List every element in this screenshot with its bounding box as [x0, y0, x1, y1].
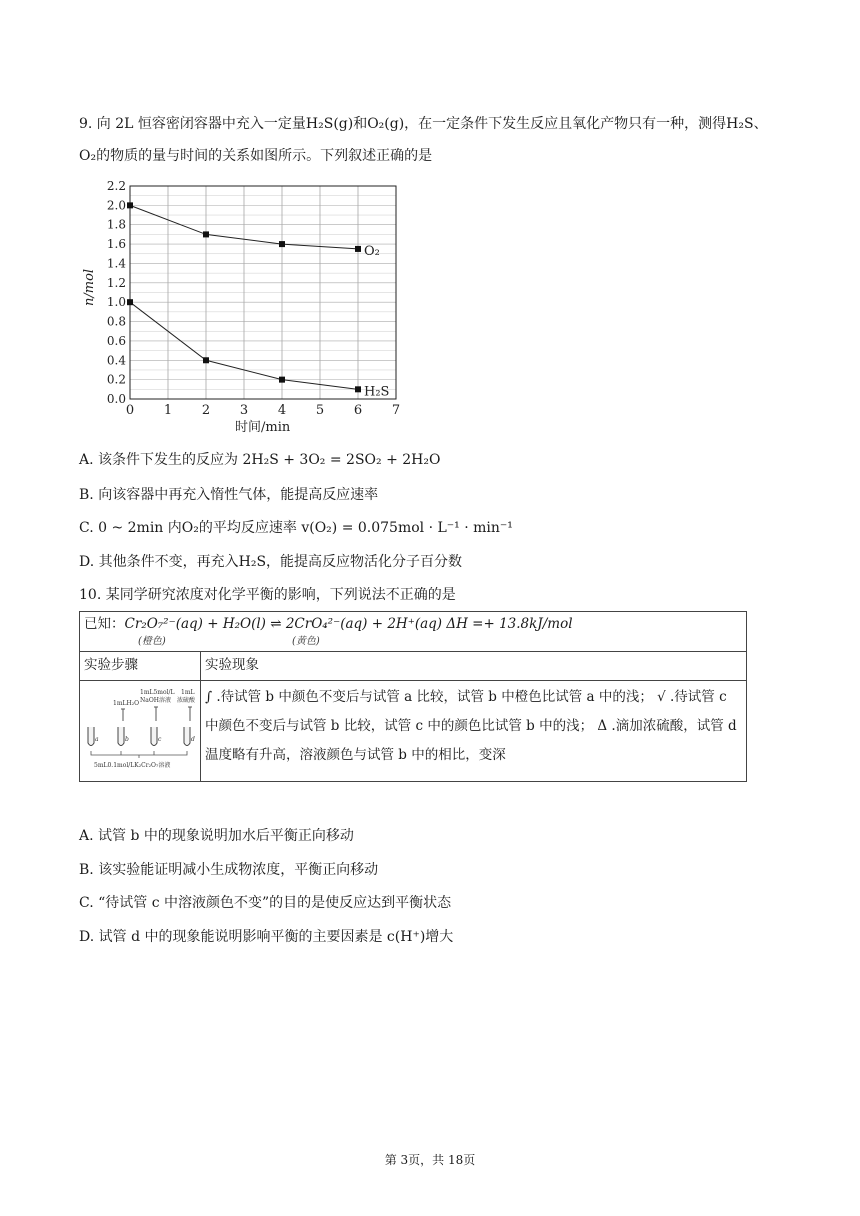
- x-tick-label: 7: [391, 403, 401, 418]
- tube-b-reagent-label: 1mLH₂O: [113, 700, 140, 707]
- series-label-1: H₂S: [364, 384, 390, 400]
- y-tick-label: 2.2: [106, 179, 126, 193]
- q9-option-a: A. 该条件下发生的反应为 2H₂S + 3O₂ = 2SO₂ + 2H₂O: [79, 452, 441, 468]
- q9-option-b: B. 向该容器中再充入惰性气体，能提高反应速率: [79, 487, 379, 503]
- tube-c-icon: [151, 727, 157, 746]
- known-equation: Cr₂O₇²⁻(aq) + H₂O(l) ⇌ 2CrO₄²⁻(aq) + 2H⁺(aq) ΔH =+ 13.8kJ/mol: [124, 616, 573, 632]
- data-point: [355, 246, 361, 252]
- data-point: [279, 241, 285, 247]
- tubes-bracket: [91, 751, 187, 758]
- y-axis-label: n/mol: [82, 268, 97, 306]
- q9-chart: [79, 172, 409, 442]
- tube-d-reagent-label-2: 浓硫酸: [177, 697, 196, 704]
- test-tubes-diagram: [80, 681, 200, 777]
- q10-option-c: C. “待试管 c 中溶液颜色不变”的目的是使反应达到平衡状态: [79, 895, 452, 911]
- y-tick-label: 1.0: [106, 295, 126, 310]
- tube-a-icon: [88, 727, 94, 746]
- data-point: [127, 202, 133, 208]
- tube-b-label: b: [125, 736, 129, 743]
- tube-c-reagent-label-1: 1mL5mol/L: [140, 689, 175, 696]
- y-tick-label: 0.2: [106, 372, 126, 387]
- q10-option-d: D. 试管 d 中的现象能说明影响平衡的主要因素是 c(H⁺)增大: [79, 929, 454, 945]
- header-row: [80, 652, 747, 681]
- x-axis-label: 时间/min: [235, 420, 291, 435]
- tube-d-icon: [184, 727, 190, 746]
- y-tick-label: 0.4: [106, 353, 126, 368]
- dropper-b-icon: [121, 709, 125, 721]
- y-tick-label: 0.0: [106, 392, 126, 406]
- known-row: [80, 612, 747, 652]
- orange-label: (橙色): [138, 636, 166, 647]
- tubes-diagram-cell: [80, 681, 201, 782]
- y-tick-label: 1.4: [106, 256, 126, 271]
- tubes-solution-label: 5mL0.1mol/LK₂Cr₂O₇溶液: [94, 762, 171, 769]
- x-tick-label: 5: [315, 403, 325, 418]
- x-tick-label: 1: [163, 403, 173, 418]
- data-point: [203, 357, 209, 363]
- q9-stem-line1: 9. 向 2L 恒容密闭容器中充入一定量H₂S(g)和O₂(g)，在一定条件下发生反应且氧化产物只有一种，测得H₂S、: [79, 116, 768, 132]
- col-obs-header: 实验现象: [201, 652, 747, 681]
- x-tick-label: 4: [277, 403, 287, 418]
- q10-option-a: A. 试管 b 中的现象说明加水后平衡正向移动: [79, 828, 354, 844]
- content-row: [80, 681, 747, 782]
- tube-c-label: c: [158, 736, 162, 743]
- y-tick-label: 0.8: [106, 314, 126, 329]
- y-tick-label: 1.2: [106, 275, 126, 290]
- series-label-0: O₂: [364, 243, 380, 259]
- x-tick-label: 0: [125, 403, 135, 418]
- tube-b-icon: [118, 727, 124, 746]
- q10-option-b: B. 该实验能证明减小生成物浓度，平衡正向移动: [79, 862, 379, 878]
- page-footer: 第 3页，共 18页: [384, 1153, 476, 1167]
- tube-d-reagent-label-1: 1mL: [181, 689, 195, 696]
- q10-stem: 10. 某同学研究浓度对化学平衡的影响，下列说法不正确的是: [79, 587, 456, 603]
- tube-a-label: a: [95, 736, 99, 743]
- data-point: [355, 386, 361, 392]
- data-point: [279, 377, 285, 383]
- yellow-label: (黄色): [292, 636, 320, 647]
- y-tick-label: 1.8: [106, 217, 126, 232]
- q9-option-c: C. 0 ~ 2min 内O₂的平均反应速率 v(O₂) = 0.075mol · L⁻¹ · min⁻¹: [79, 520, 513, 536]
- q10-experiment-table: [79, 611, 747, 782]
- x-tick-label: 6: [353, 403, 363, 418]
- known-prefix: 已知：: [84, 616, 125, 632]
- observation-text: ∫ .待试管 b 中颜色不变后与试管 a 比较，试管 b 中橙色比试管 a 中的浅； √ .待试管 c 中颜色不变后与试管 b 比较，试管 c 中的颜色比试管 b 中的浅； Δ .滴加浓硫酸，试管 d 温度略有升高，溶液颜色与试管 b 中的相比，变深: [201, 681, 747, 782]
- tube-c-reagent-label-2: NaOH溶液: [140, 697, 171, 704]
- data-point: [203, 231, 209, 237]
- dropper-d-icon: [188, 707, 192, 721]
- y-tick-label: 2.0: [106, 198, 126, 213]
- data-point: [127, 299, 133, 305]
- q9-stem-line2: O₂的物质的量与时间的关系如图所示。下列叙述正确的是: [79, 148, 433, 164]
- y-tick-label: 1.6: [106, 237, 126, 252]
- col-steps-header: 实验步骤: [80, 652, 201, 681]
- y-tick-label: 0.6: [106, 333, 126, 348]
- x-tick-label: 3: [239, 403, 249, 418]
- tube-d-label: d: [191, 736, 195, 743]
- q9-option-d: D. 其他条件不变，再充入H₂S，能提高反应物活化分子百分数: [79, 554, 463, 570]
- x-tick-label: 2: [201, 403, 211, 418]
- dropper-c-icon: [154, 707, 158, 721]
